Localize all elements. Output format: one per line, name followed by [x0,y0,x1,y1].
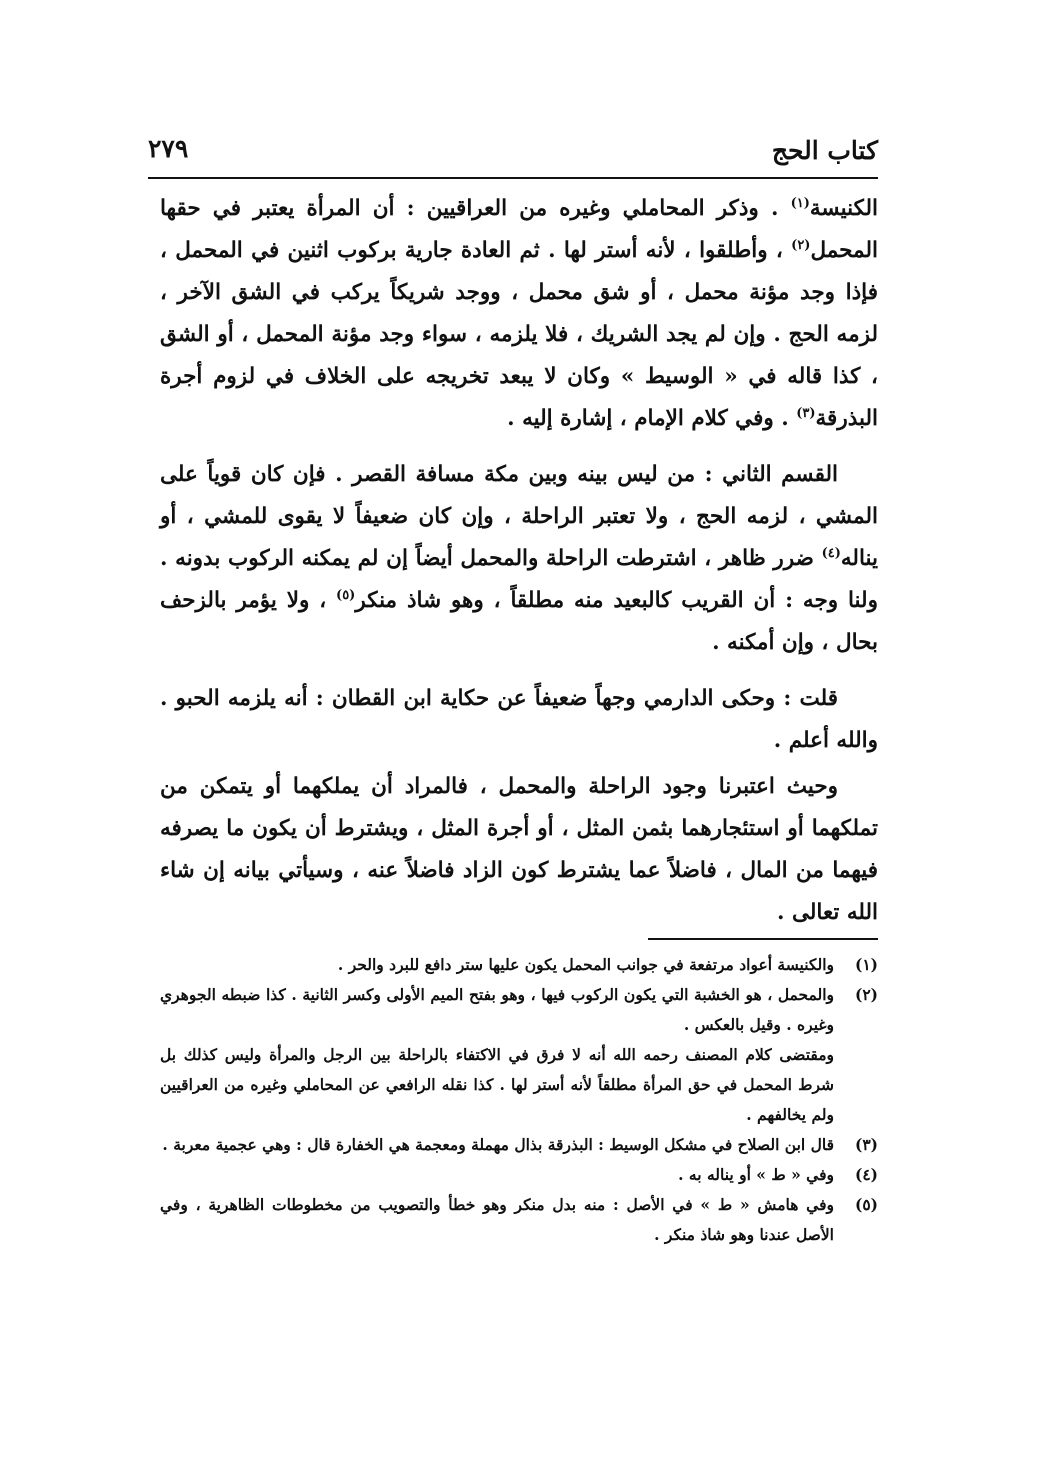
footnote-number: (١) [854,955,878,974]
paragraph-2 [160,454,878,664]
paragraph-1 [160,188,878,440]
footnote-text: قال ابن الصلاح في مشكل الوسيط : البذرقة بذال مهملة ومعجمة هي الخفارة قال : وهي عجمية معربة . [162,1135,834,1154]
paragraph-3-text: : وحكى الدارمي وجهاً ضعيفاً عن حكاية ابن القطان : أنه يلزمه الحبو . والله أعلم . [160,686,878,753]
footnote-2 [160,980,878,1040]
paragraph-4: وحيث اعتبرنا وجود الراحلة والمحمل ، فالمراد أن يملكهما أو يتمكن من تملكهما أو استئجارهما بثمن المثل ، أو أجرة المثل ، ويشترط أن يكون ما يصرفه فيهما من المال ، فاضلاً عما يشترط كون الزاد فاضلاً عنه ، وسيأتي بيانه إن شاء الله تعالى . [160,774,878,925]
paragraph-1-text-c: ، وأطلقوا ، لأنه أستر لها . ثم العادة جارية بركوب اثنين في المحمل ، فإذا وجد مؤنة محمل ، أو شق محمل ، ووجد شريكاً يركب في الشق الآخر ، لزمه الحج . وإن لم يجد الشريك ، فلا يلزمه ، سواء وجد مؤنة المحمل ، أو الشق ، كذا قاله في « الوسيط » وكان لا يبعد تخريجه على الخلاف في لزوم أجرة البذرقة [160,238,878,431]
header-divider [148,177,878,179]
main-text [160,188,878,948]
paragraph-2-text-a: : من ليس بينه وبين مكة مسافة القصر . فإن كان قوياً على المشي ، لزمه الحج ، ولا تعتبر الراحلة ، وإن كان ضعيفاً لا يقوى للمشي ، أو يناله [160,462,878,571]
footnote-ref-2[interactable]: (٢) [791,237,811,253]
paragraph-1-text-a: الكنيسة [809,196,878,221]
footnote-number: (٤) [854,1165,878,1184]
footnote-5 [160,1190,878,1250]
footnote-text: وفي هامش « ط » في الأصل : منه بدل منكر وهو خطأ والتصويب من مخطوطات الظاهرية ، وفي الأصل عندنا وهو شاذ منكر . [160,1195,834,1244]
paragraph-2-text-c: ، ولا يؤمر بالزحف بحال ، وإن أمكنه . [160,588,878,655]
footnote-3 [160,1130,878,1160]
footnote-divider [648,938,878,940]
page-header [148,128,878,176]
footnote-text: والمحمل ، هو الخشبة التي يكون الركوب فيها ، وهو بفتح الميم الأولى وكسر الثانية . كذا ضبطه الجوهري وغيره . وقيل بالعكس . [160,985,834,1034]
footnote-number: (٣) [854,1135,878,1154]
paragraph-1-text-b: . وذكر المحاملي وغيره من العراقيين : أن المرأة يعتبر في حقها المحمل [160,196,878,263]
footnote-text: وفي « ط » أو يناله به . [678,1165,834,1184]
footnote-1 [160,950,878,980]
footnote-ref-3[interactable]: (٣) [796,405,816,421]
footnote-2-continuation: ومقتضى كلام المصنف رحمه الله أنه لا فرق في الاكتفاء بالراحلة بين الرجل والمرأة وليس كذلك بل شرط المحمل في حق المرأة مطلقاً لأنه أستر لها . كذا نقله الرافعي عن المحاملي وغيره من العراقيين ولم يخالفهم . [160,1045,834,1124]
paragraph-1-text-d: . وفي كلام الإمام ، إشارة إليه . [507,406,797,431]
footnote-ref-1[interactable]: (١) [790,195,810,211]
footnotes [160,950,878,1250]
section-lead: القسم الثاني [722,462,839,487]
qult-lead: قلت [799,686,838,711]
running-title: كتاب الحج [771,136,878,165]
paragraph-3 [160,678,878,762]
paragraph-2-text-b: ضرر ظاهر ، اشترطت الراحلة والمحمل أيضاً إن لم يمكنه الركوب بدونه . ولنا وجه : أن القريب كالبعيد منه مطلقاً ، وهو شاذ منكر [160,546,878,613]
footnote-4 [160,1160,878,1190]
page-number: ٢٧٩ [148,134,189,163]
footnote-ref-5[interactable]: (٥) [336,587,356,603]
footnote-ref-4[interactable]: (٤) [821,545,841,561]
footnote-number: (٥) [854,1195,878,1214]
footnote-text: والكنيسة أعواد مرتفعة في جوانب المحمل يكون عليها ستر دافع للبرد والحر . [337,955,834,974]
footnote-number: (٢) [854,985,878,1004]
